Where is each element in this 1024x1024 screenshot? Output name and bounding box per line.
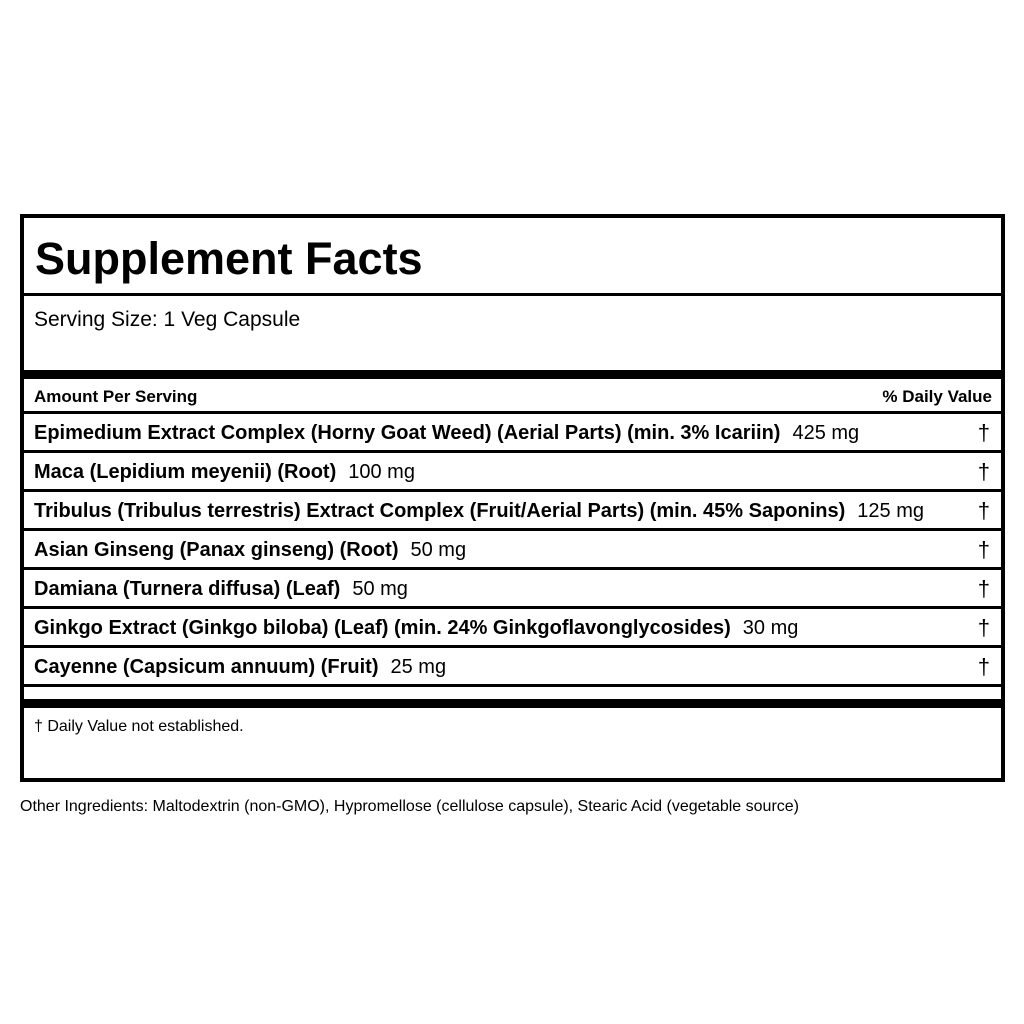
daily-value-dagger: † xyxy=(977,498,990,523)
ingredient-name: Epimedium Extract Complex (Horny Goat Weed) (Aerial Parts) (min. 3% Icariin) xyxy=(34,422,781,444)
serving-section xyxy=(24,296,1001,370)
ingredient-name: Asian Ginseng (Panax ginseng) (Root) xyxy=(34,539,399,561)
ingredient-amount: 100 mg xyxy=(348,461,415,483)
ingredient-name: Damiana (Turnera diffusa) (Leaf) xyxy=(34,578,341,600)
ingredient-amount: 50 mg xyxy=(410,539,467,561)
ingredient-row xyxy=(24,648,1001,687)
ingredient-name: Ginkgo Extract (Ginkgo biloba) (Leaf) (min. 24% Ginkgoflavonglycosides) xyxy=(34,617,731,639)
thick-divider-bottom xyxy=(24,699,1001,708)
ingredient-row xyxy=(24,453,1001,492)
ingredient-name: Tribulus (Tribulus terrestris) Extract Complex (Fruit/Aerial Parts) (min. 45% Saponins) xyxy=(34,500,846,522)
title-section xyxy=(24,218,1001,296)
ingredient-rows xyxy=(24,414,1001,687)
daily-value-dagger: † xyxy=(977,615,990,640)
ingredient-amount: 25 mg xyxy=(390,656,447,678)
daily-value-label: % Daily Value xyxy=(882,387,992,406)
ingredient-row xyxy=(24,570,1001,609)
ingredient-row xyxy=(24,414,1001,453)
daily-value-dagger: † xyxy=(977,459,990,484)
ingredient-amount: 30 mg xyxy=(742,617,799,639)
amount-per-serving-label: Amount Per Serving xyxy=(34,387,198,406)
daily-value-dagger: † xyxy=(977,537,990,562)
daily-value-dagger: † xyxy=(977,420,990,445)
thick-divider-top xyxy=(24,370,1001,379)
serving-size: Serving Size: 1 Veg Capsule xyxy=(34,308,301,331)
ingredient-amount: 50 mg xyxy=(352,578,408,600)
daily-value-footnote: † Daily Value not established. xyxy=(34,718,244,735)
ingredient-name: Cayenne (Capsicum annuum) (Fruit) xyxy=(34,656,379,678)
ingredient-row xyxy=(24,609,1001,648)
daily-value-dagger: † xyxy=(977,654,990,679)
ingredient-row xyxy=(24,531,1001,570)
amount-header-row xyxy=(24,379,1001,414)
supplement-facts-panel xyxy=(20,214,1005,782)
other-ingredients: Other Ingredients: Maltodextrin (non-GMO), Hypromellose (cellulose capsule), Stearic Acid (vegetable source) xyxy=(20,798,799,815)
ingredient-row xyxy=(24,492,1001,531)
daily-value-dagger: † xyxy=(977,576,990,601)
ingredient-name: Maca (Lepidium meyenii) (Root) xyxy=(34,461,337,483)
ingredient-amount: 125 mg xyxy=(857,500,925,522)
panel-title: Supplement Facts xyxy=(35,233,423,284)
ingredient-amount: 425 mg xyxy=(792,422,860,444)
